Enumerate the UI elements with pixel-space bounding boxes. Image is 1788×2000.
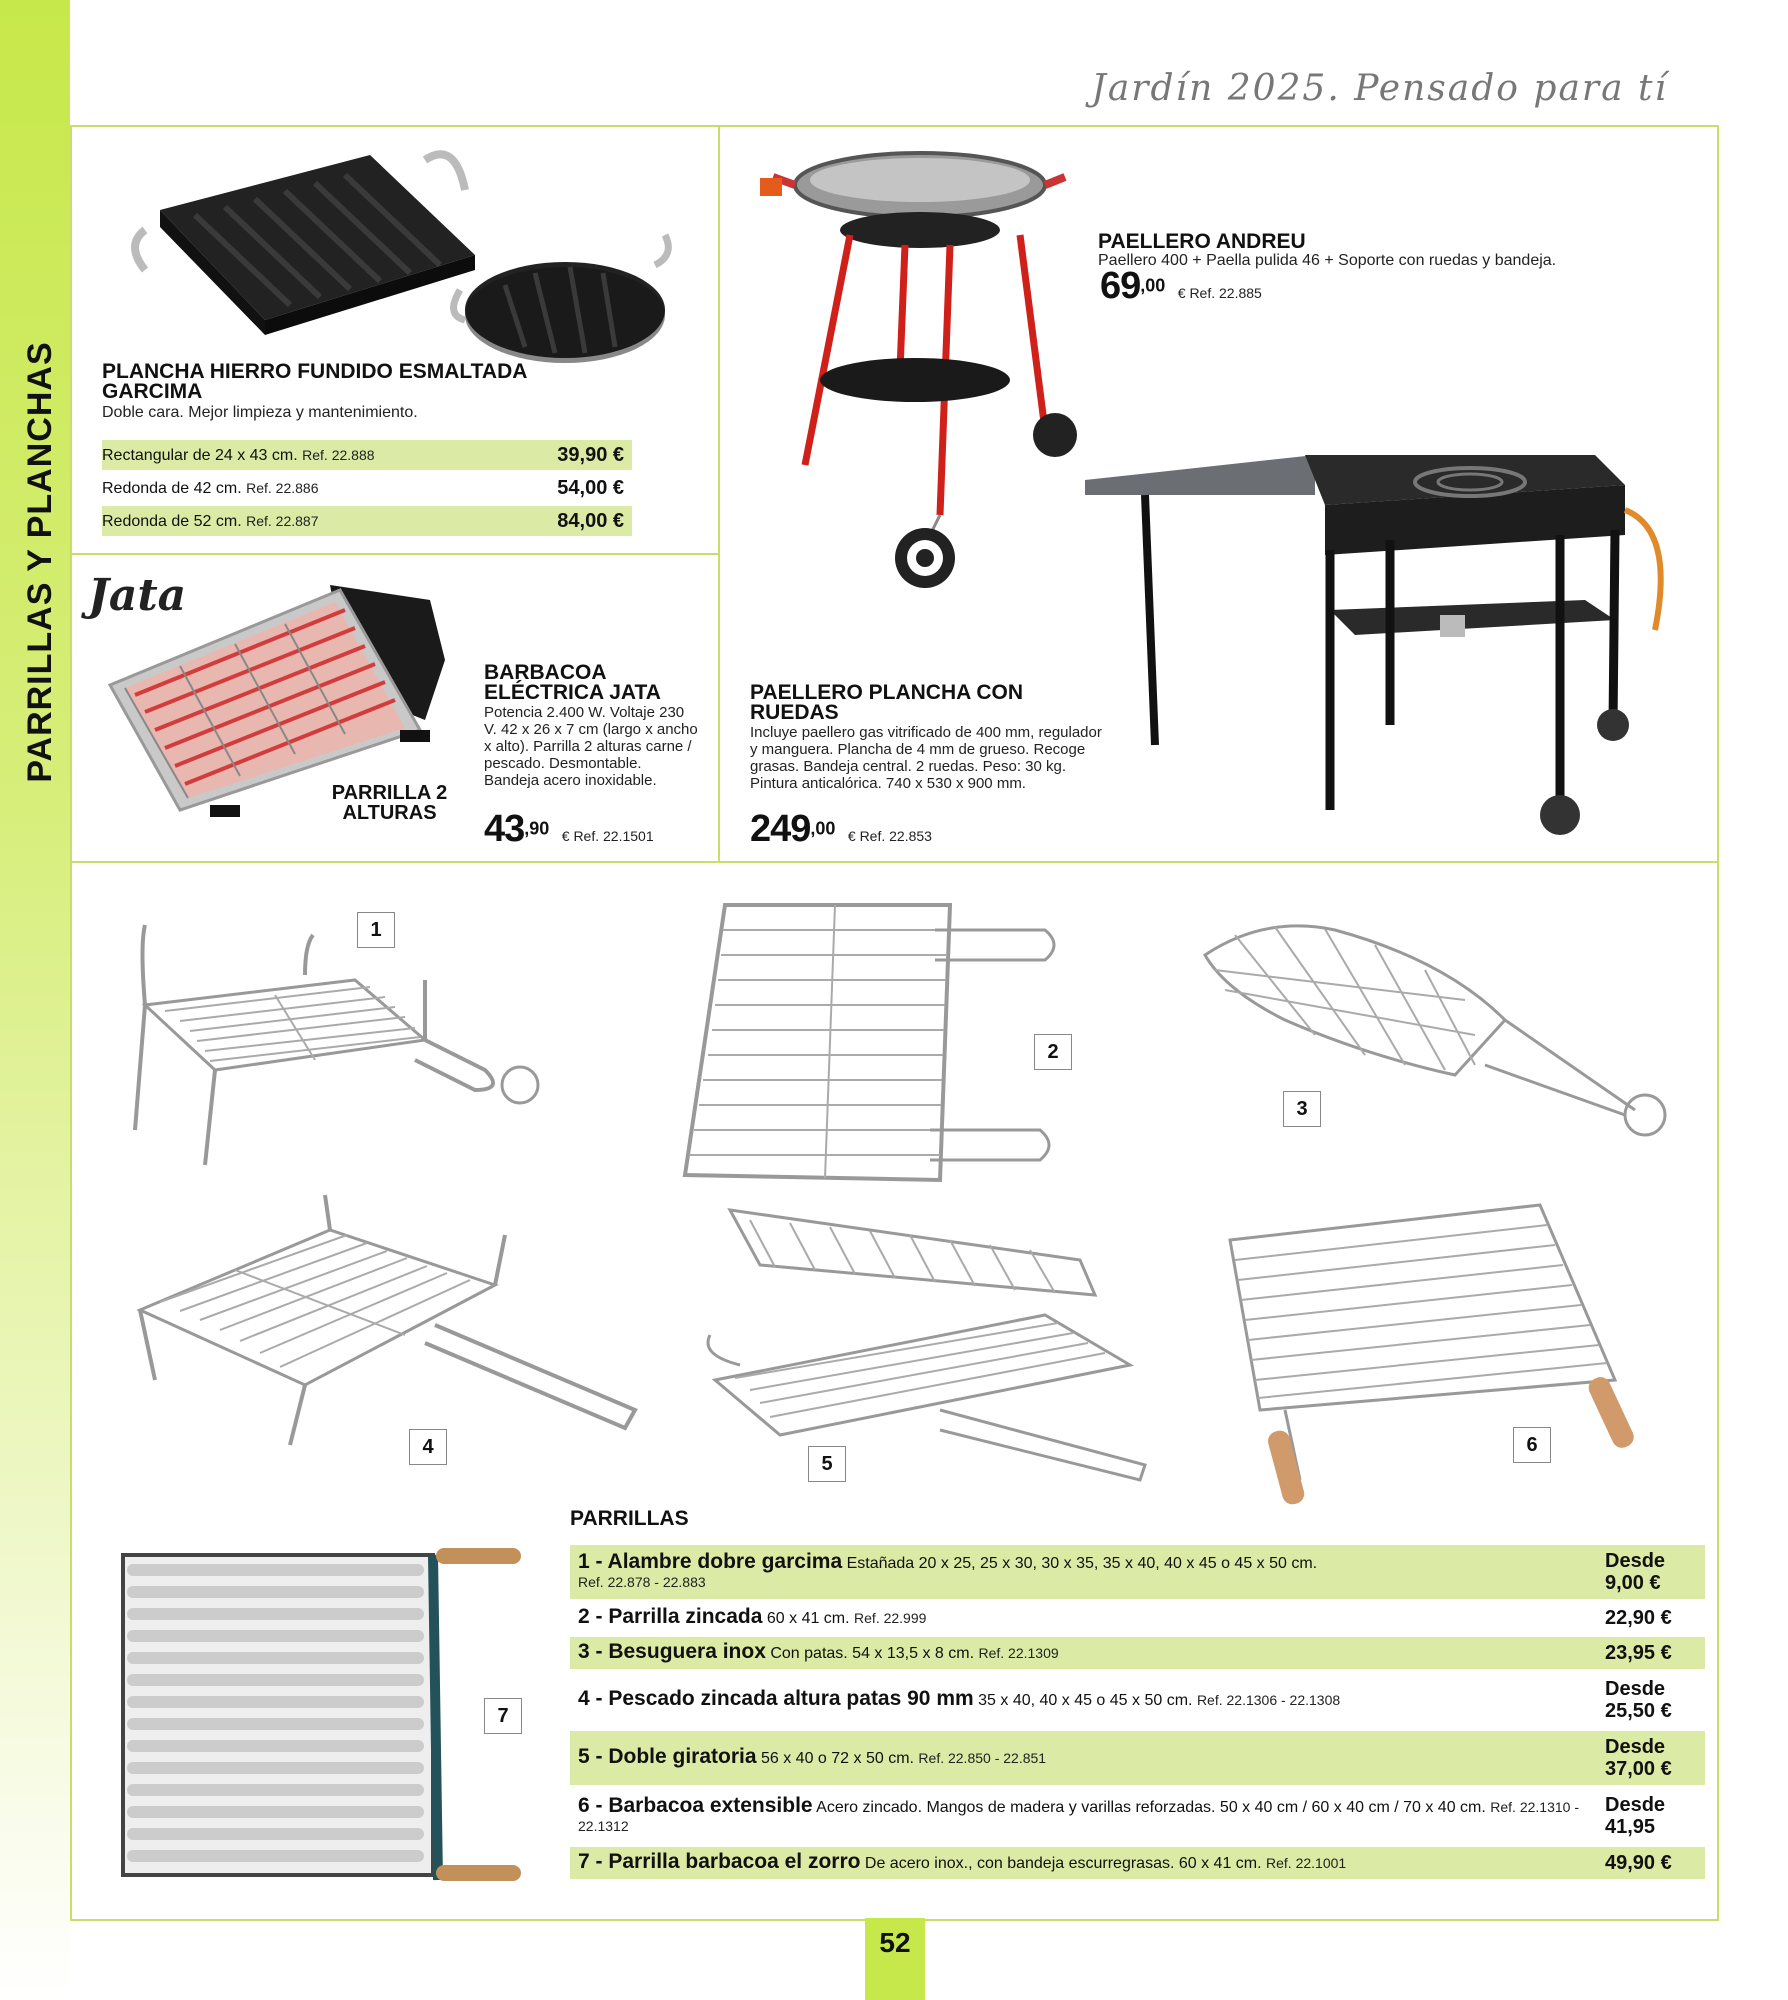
price-ref: € Ref. 22.885 <box>1177 285 1262 301</box>
paellero-andreu-price <box>1100 265 1262 308</box>
row-ref: Ref. 22.1309 <box>978 1645 1059 1661</box>
row-price: Desde 41,95 <box>1605 1794 1666 1838</box>
grill-badge-2: 2 <box>1034 1034 1072 1070</box>
row-ref: Ref. 22.878 - 22.883 <box>578 1573 706 1590</box>
grill-4-image <box>135 1195 655 1455</box>
row-text <box>570 1686 1605 1714</box>
divider <box>70 861 1717 863</box>
row-detail: Estañada 20 x 25, 25 x 30, 30 x 35, 35 x 40, 40 x 45 o 45 x 50 cm. <box>846 1554 1318 1572</box>
price-decimal: ,90 <box>524 818 550 839</box>
divider <box>718 125 720 863</box>
paellero-plancha-price <box>750 808 932 851</box>
table-row <box>570 1637 1705 1669</box>
row-detail: 56 x 40 o 72 x 50 cm. <box>760 1750 914 1767</box>
option-price: 39,90 € <box>557 444 624 466</box>
price-decimal: ,00 <box>1140 275 1166 296</box>
row-name: 6 - Barbacoa extensible <box>578 1793 813 1817</box>
row-ref: Ref. 22.1306 - 22.1308 <box>1196 1692 1341 1708</box>
grill-1-image <box>125 925 585 1165</box>
price-ref: € Ref. 22.853 <box>847 828 932 844</box>
row-text <box>570 1604 1605 1632</box>
barbacoa-description: Potencia 2.400 W. Voltaje 230 V. 42 x 26 x 7 cm (largo x ancho x alto). Parrilla 2 alturas carne / pescado. Desmontable. Bandeja acero inoxidable. <box>484 704 698 789</box>
page-number: 52 <box>865 1918 925 2000</box>
grill-badge-1: 1 <box>357 912 395 948</box>
paellero-plancha-image <box>1085 450 1685 850</box>
brand-logo: Jata <box>88 570 187 621</box>
option-label: Redonda de 52 cm. <box>102 513 242 530</box>
price-integer: 43 <box>484 808 525 850</box>
table-row <box>570 1789 1705 1843</box>
plancha-image <box>115 135 695 365</box>
row-detail: De acero inox., con bandeja escurregrasas. 60 x 41 cm. <box>864 1855 1262 1872</box>
barbacoa-price <box>484 808 654 851</box>
row-name: 1 - Alambre dobre garcima <box>578 1549 843 1573</box>
row-detail: Acero zincado. Mangos de madera y varillas reforzadas. 50 x 40 cm / 60 x 40 cm / 70 x 40 cm. <box>816 1798 1486 1816</box>
list-item <box>102 506 632 536</box>
row-ref: Ref. 22.1001 <box>1266 1855 1347 1871</box>
row-detail: Con patas. 54 x 13,5 x 8 cm. <box>770 1645 975 1662</box>
row-text <box>570 1744 1605 1772</box>
sidebar-band <box>0 0 70 2000</box>
divider <box>70 553 720 555</box>
row-text <box>570 1639 1605 1667</box>
row-ref: Ref. 22.850 - 22.851 <box>918 1750 1047 1766</box>
row-price: 23,95 € <box>1605 1642 1672 1664</box>
option-label: Rectangular de 24 x 43 cm. <box>102 447 298 464</box>
row-price: 49,90 € <box>1605 1852 1672 1874</box>
price-decimal: ,00 <box>810 818 836 839</box>
price-integer: 249 <box>750 808 811 850</box>
grill-3-image <box>1195 915 1685 1160</box>
table-row <box>570 1731 1705 1785</box>
row-text <box>570 1849 1605 1877</box>
grill-6-image <box>1225 1200 1665 1520</box>
paellero-plancha-description: Incluye paellero gas vitrificado de 400 mm, regulador y manguera. Plancha de 4 mm de grueso. Recoge grasas. Bandeja central. 2 ruedas. Peso: 30 kg. Pintura anticalórica. 740 x 530 x 900 mm. <box>750 724 1102 792</box>
paellero-andreu-description: Paellero 400 + Paella pulida 46 + Soporte con ruedas y bandeja. <box>1098 252 1557 269</box>
list-item <box>102 473 632 503</box>
paellero-plancha-title: PAELLERO PLANCHA CON RUEDAS <box>750 681 1023 724</box>
row-detail: 35 x 40, 40 x 45 o 45 x 50 cm. <box>978 1692 1193 1709</box>
row-name: 4 - Pescado zincada altura patas 90 mm <box>578 1687 974 1710</box>
grill-badge-4: 4 <box>409 1429 447 1465</box>
barbacoa-badge: PARRILLA 2 ALTURAS <box>331 782 448 824</box>
grill-badge-3: 3 <box>1283 1091 1321 1127</box>
row-price: Desde 25,50 € <box>1605 1678 1672 1722</box>
option-label: Redonda de 42 cm. <box>102 480 242 497</box>
barbacoa-title: BARBACOA ELÉCTRICA JATA <box>484 661 661 704</box>
row-price: Desde 37,00 € <box>1605 1736 1672 1780</box>
grill-5-image <box>700 1205 1160 1505</box>
paellero-andreu-image <box>755 140 1095 600</box>
section-title: PARRILLAS Y PLANCHAS <box>21 341 59 783</box>
table-row <box>570 1545 1705 1599</box>
table-row <box>570 1673 1705 1727</box>
option-price: 84,00 € <box>557 510 624 532</box>
option-ref: Ref. 22.888 <box>302 447 375 463</box>
parrillas-table <box>570 1545 1705 1883</box>
option-ref: Ref. 22.887 <box>246 513 319 529</box>
row-name: 3 - Besuguera inox <box>578 1640 766 1663</box>
row-ref: Ref. 22.1310 - 22.1312 <box>578 1798 1579 1834</box>
table-row <box>570 1847 1705 1879</box>
price-integer: 69 <box>1100 265 1141 307</box>
grill-badge-6: 6 <box>1513 1427 1551 1463</box>
row-text <box>570 1549 1605 1596</box>
grill-2-image <box>685 900 1085 1190</box>
table-row <box>570 1603 1705 1633</box>
row-price: Desde 9,00 € <box>1605 1550 1666 1594</box>
grill-7-image <box>118 1540 528 1885</box>
option-price: 54,00 € <box>557 477 624 499</box>
row-text <box>570 1793 1605 1840</box>
parrillas-heading: PARRILLAS <box>570 1507 689 1530</box>
price-ref: € Ref. 22.1501 <box>561 828 654 844</box>
plancha-title: PLANCHA HIERRO FUNDIDO ESMALTADA GARCIMA <box>102 360 527 403</box>
paellero-andreu-title: PAELLERO ANDREU <box>1098 230 1306 253</box>
option-ref: Ref. 22.886 <box>246 480 319 496</box>
plancha-description: Doble cara. Mejor limpieza y mantenimiento. <box>102 404 418 421</box>
header-tagline: Jardín 2025. Pensado para tí <box>1091 68 1668 109</box>
row-detail: 60 x 41 cm. <box>766 1610 850 1627</box>
row-name: 7 - Parrilla barbacoa el zorro <box>578 1850 861 1873</box>
row-name: 5 - Doble giratoria <box>578 1745 757 1768</box>
grill-badge-5: 5 <box>808 1446 846 1482</box>
row-ref: Ref. 22.999 <box>854 1610 927 1626</box>
list-item <box>102 440 632 470</box>
row-name: 2 - Parrilla zincada <box>578 1605 763 1628</box>
row-price: 22,90 € <box>1605 1607 1672 1629</box>
grill-badge-7: 7 <box>484 1698 522 1734</box>
